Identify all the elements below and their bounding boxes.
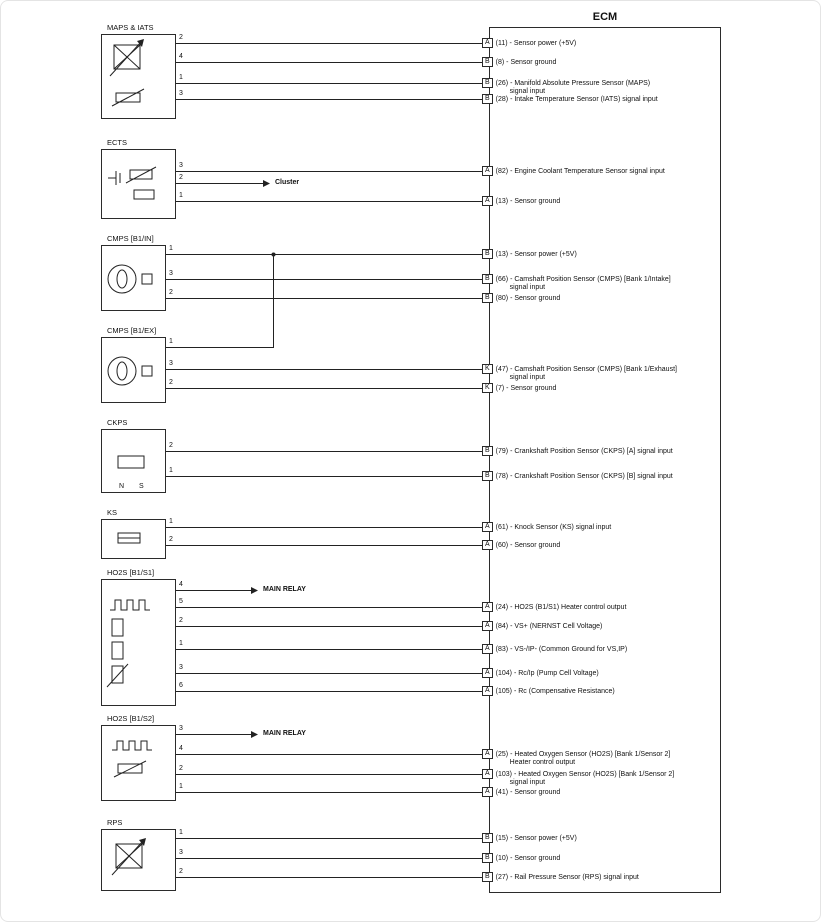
component-ho2s-b1-s1	[101, 579, 176, 706]
ecm-pin-connector: A	[482, 644, 493, 654]
pin-number-label: 2	[179, 868, 183, 875]
ecm-pin-row	[482, 540, 560, 550]
ecm-pin-connector: B	[482, 293, 493, 303]
ecm-pin-connector: A	[482, 522, 493, 532]
pin-number-label: 2	[179, 174, 183, 181]
component-label: HO2S [B1/S1]	[107, 568, 155, 577]
pin-number-label: 3	[169, 360, 173, 367]
ecm-pin-row	[482, 383, 556, 393]
component-cmps-b1-in	[101, 245, 166, 311]
arrow-icon	[251, 587, 258, 594]
pin-number-label: 2	[169, 442, 173, 449]
ecm-pin-connector: B	[482, 94, 493, 104]
ecm-pin-connector: K	[482, 383, 493, 393]
pin-number-label: 4	[179, 53, 183, 60]
ecm-pin-description: (66) - Camshaft Position Sensor (CMPS) [Bank 1/Intake] signal input	[495, 276, 671, 291]
ecm-pin-description: (11) - Sensor power (+5V)	[495, 40, 577, 47]
ecm-pin-description: (26) - Manifold Absolute Pressure Sensor (MAPS) signal input	[495, 80, 651, 95]
ecm-pin-row	[482, 522, 611, 532]
ecm-pin-connector: A	[482, 686, 493, 696]
component-label: HO2S [B1/S2]	[107, 714, 155, 723]
ecm-pin-row	[482, 644, 627, 654]
ecm-pin-connector: A	[482, 540, 493, 550]
ecm-pin-row	[482, 769, 674, 786]
ecm-pin-row	[482, 686, 615, 696]
pressure-temp-icon	[102, 35, 175, 118]
component-ckps	[101, 429, 166, 493]
pin-number-label: 2	[169, 289, 173, 296]
ecm-pin-connector: B	[482, 78, 493, 88]
ecm-pin-row	[482, 602, 626, 612]
ecm-pin-description: (8) - Sensor ground	[495, 59, 557, 66]
ecm-pin-row	[482, 196, 560, 206]
pin-number-label: 1	[179, 783, 183, 790]
ecm-pin-description: (105) - Rc (Compensative Resistance)	[495, 688, 615, 695]
component-ks	[101, 519, 166, 559]
pin-number-label: 3	[179, 162, 183, 169]
ecm-pin-description: (24) - HO2S (B1/S1) Heater control output	[495, 604, 627, 611]
pin-number-label: 4	[179, 581, 183, 588]
pin-number-label: 1	[179, 74, 183, 81]
pin-number-label: 3	[179, 664, 183, 671]
ecm-pin-description: (15) - Sensor power (+5V)	[495, 835, 577, 842]
ecm-pin-row	[482, 166, 665, 176]
cmps-icon	[102, 246, 165, 310]
pin-number-label: 1	[179, 829, 183, 836]
ecm-pin-row	[482, 668, 599, 678]
component-ho2s-b1-s2	[101, 725, 176, 801]
ecm-pin-connector: A	[482, 602, 493, 612]
wire-destination-label: MAIN RELAY	[263, 586, 306, 593]
ecm-pin-connector: B	[482, 446, 493, 456]
ecm-pin-description: (25) - Heated Oxygen Sensor (HO2S) [Bank 1/Sensor 2] Heater control output	[495, 751, 671, 766]
pin-number-label: 1	[169, 338, 173, 345]
ects-icon	[102, 150, 175, 218]
ecm-pin-description: (47) - Camshaft Position Sensor (CMPS) [Bank 1/Exhaust] signal input	[495, 366, 677, 381]
pin-number-label: 1	[169, 245, 173, 252]
ho2s-s1-icon	[102, 580, 175, 705]
ecm-pin-description: (79) - Crankshaft Position Sensor (CKPS) [A] signal input	[495, 448, 673, 455]
component-label: ECTS	[107, 138, 128, 147]
pin-number-label: 1	[179, 640, 183, 647]
component-label: KS	[107, 508, 118, 517]
ecm-pin-row	[482, 787, 560, 797]
pin-number-label: 4	[179, 745, 183, 752]
ecm-pin-row	[482, 274, 671, 291]
ecm-pin-connector: A	[482, 621, 493, 631]
rps-icon	[102, 830, 175, 890]
ecm-pin-description: (10) - Sensor ground	[495, 855, 561, 862]
ecm-pin-row	[482, 38, 576, 48]
junction-dot	[272, 253, 276, 257]
ecm-pin-connector: A	[482, 166, 493, 176]
pin-number-label: 3	[179, 849, 183, 856]
ecm-pin-row	[482, 57, 556, 67]
pin-number-label: 3	[169, 270, 173, 277]
ckps-icon	[102, 430, 165, 492]
ecm-pin-row	[482, 749, 670, 766]
ecm-pin-description: (78) - Crankshaft Position Sensor (CKPS) [B] signal input	[495, 473, 673, 480]
component-label: CKPS	[107, 418, 128, 427]
pin-number-label: 2	[179, 34, 183, 41]
ecm-pin-description: (83) - VS-/IP- (Common Ground for VS,IP)	[495, 646, 628, 653]
arrow-icon	[251, 731, 258, 738]
ecm-pin-row	[482, 872, 639, 882]
component-label: CMPS [B1/IN]	[107, 234, 154, 243]
ecm-pin-connector: B	[482, 872, 493, 882]
pin-number-label: 3	[179, 90, 183, 97]
ks-icon	[102, 520, 165, 558]
ecm-pin-description: (103) - Heated Oxygen Sensor (HO2S) [Bank 1/Sensor 2] signal input	[495, 771, 675, 786]
ecm-pin-connector: A	[482, 787, 493, 797]
ecm-pin-connector: B	[482, 853, 493, 863]
pin-number-label: 2	[179, 617, 183, 624]
ecm-pin-row	[482, 853, 560, 863]
ecm-pin-row	[482, 446, 673, 456]
ecm-pin-connector: A	[482, 749, 493, 759]
pin-number-label: 1	[169, 518, 173, 525]
pin-number-label: 2	[179, 765, 183, 772]
ecm-pin-connector: A	[482, 196, 493, 206]
ecm-pin-row	[482, 833, 577, 843]
ecm-pin-row	[482, 621, 602, 631]
cmps-icon	[102, 338, 165, 402]
ecm-pin-connector: B	[482, 471, 493, 481]
ecm-pin-description: (28) - Intake Temperature Sensor (IATS) signal input	[495, 96, 658, 103]
pin-number-label: 1	[179, 192, 183, 199]
ecm-pin-description: (27) - Rail Pressure Sensor (RPS) signal input	[495, 874, 639, 881]
ecm-pin-row	[482, 471, 673, 481]
component-ects	[101, 149, 176, 219]
ecm-pin-row	[482, 78, 650, 95]
ecm-pin-connector: A	[482, 668, 493, 678]
component-label: CMPS [B1/EX]	[107, 326, 157, 335]
ecm-pin-connector: B	[482, 274, 493, 284]
ecm-pin-connector: A	[482, 38, 493, 48]
pin-number-label: 3	[179, 725, 183, 732]
ecm-pin-connector: B	[482, 57, 493, 67]
component-cmps-b1-ex	[101, 337, 166, 403]
ecm-pin-row	[482, 94, 658, 104]
ecm-pin-description: (82) - Engine Coolant Temperature Sensor signal input	[495, 168, 665, 175]
svg-text:N: N	[119, 483, 125, 490]
component-maps-iats	[101, 34, 176, 119]
wire-destination-label: Cluster	[275, 179, 300, 186]
ecm-pin-description: (61) - Knock Sensor (KS) signal input	[495, 524, 612, 531]
component-label: MAPS & IATS	[107, 23, 154, 32]
ecm-pin-connector: B	[482, 833, 493, 843]
ho2s-s2-icon	[102, 726, 175, 800]
ecm-pin-description: (80) - Sensor ground	[495, 295, 561, 302]
ecm-pin-row	[482, 249, 577, 259]
ecm-pin-description: (13) - Sensor power (+5V)	[495, 251, 577, 258]
pin-number-label: 5	[179, 598, 183, 605]
ecm-title: ECM	[592, 11, 618, 23]
ecm-pin-description: (41) - Sensor ground	[495, 789, 561, 796]
ecm-pin-description: (104) - Rc/Ip (Pump Cell Voltage)	[495, 670, 599, 677]
ecm-pin-connector: K	[482, 364, 493, 374]
ecm-pin-row	[482, 364, 677, 381]
ecm-pin-description: (7) - Sensor ground	[495, 385, 557, 392]
ecm-pin-connector: B	[482, 249, 493, 259]
ecm-pin-row	[482, 293, 560, 303]
pin-number-label: 1	[169, 467, 173, 474]
ecm-pin-connector: A	[482, 769, 493, 779]
wire-destination-label: MAIN RELAY	[263, 730, 306, 737]
pin-number-label: 2	[169, 379, 173, 386]
arrow-icon	[263, 180, 270, 187]
ecm-pin-description: (13) - Sensor ground	[495, 198, 561, 205]
component-label: RPS	[107, 818, 123, 827]
ecm-pin-description: (84) - VS+ (NERNST Cell Voltage)	[495, 623, 603, 630]
component-rps	[101, 829, 176, 891]
svg-text:S: S	[139, 483, 144, 490]
pin-number-label: 2	[169, 536, 173, 543]
ecm-pin-description: (60) - Sensor ground	[495, 542, 561, 549]
pin-number-label: 6	[179, 682, 183, 689]
